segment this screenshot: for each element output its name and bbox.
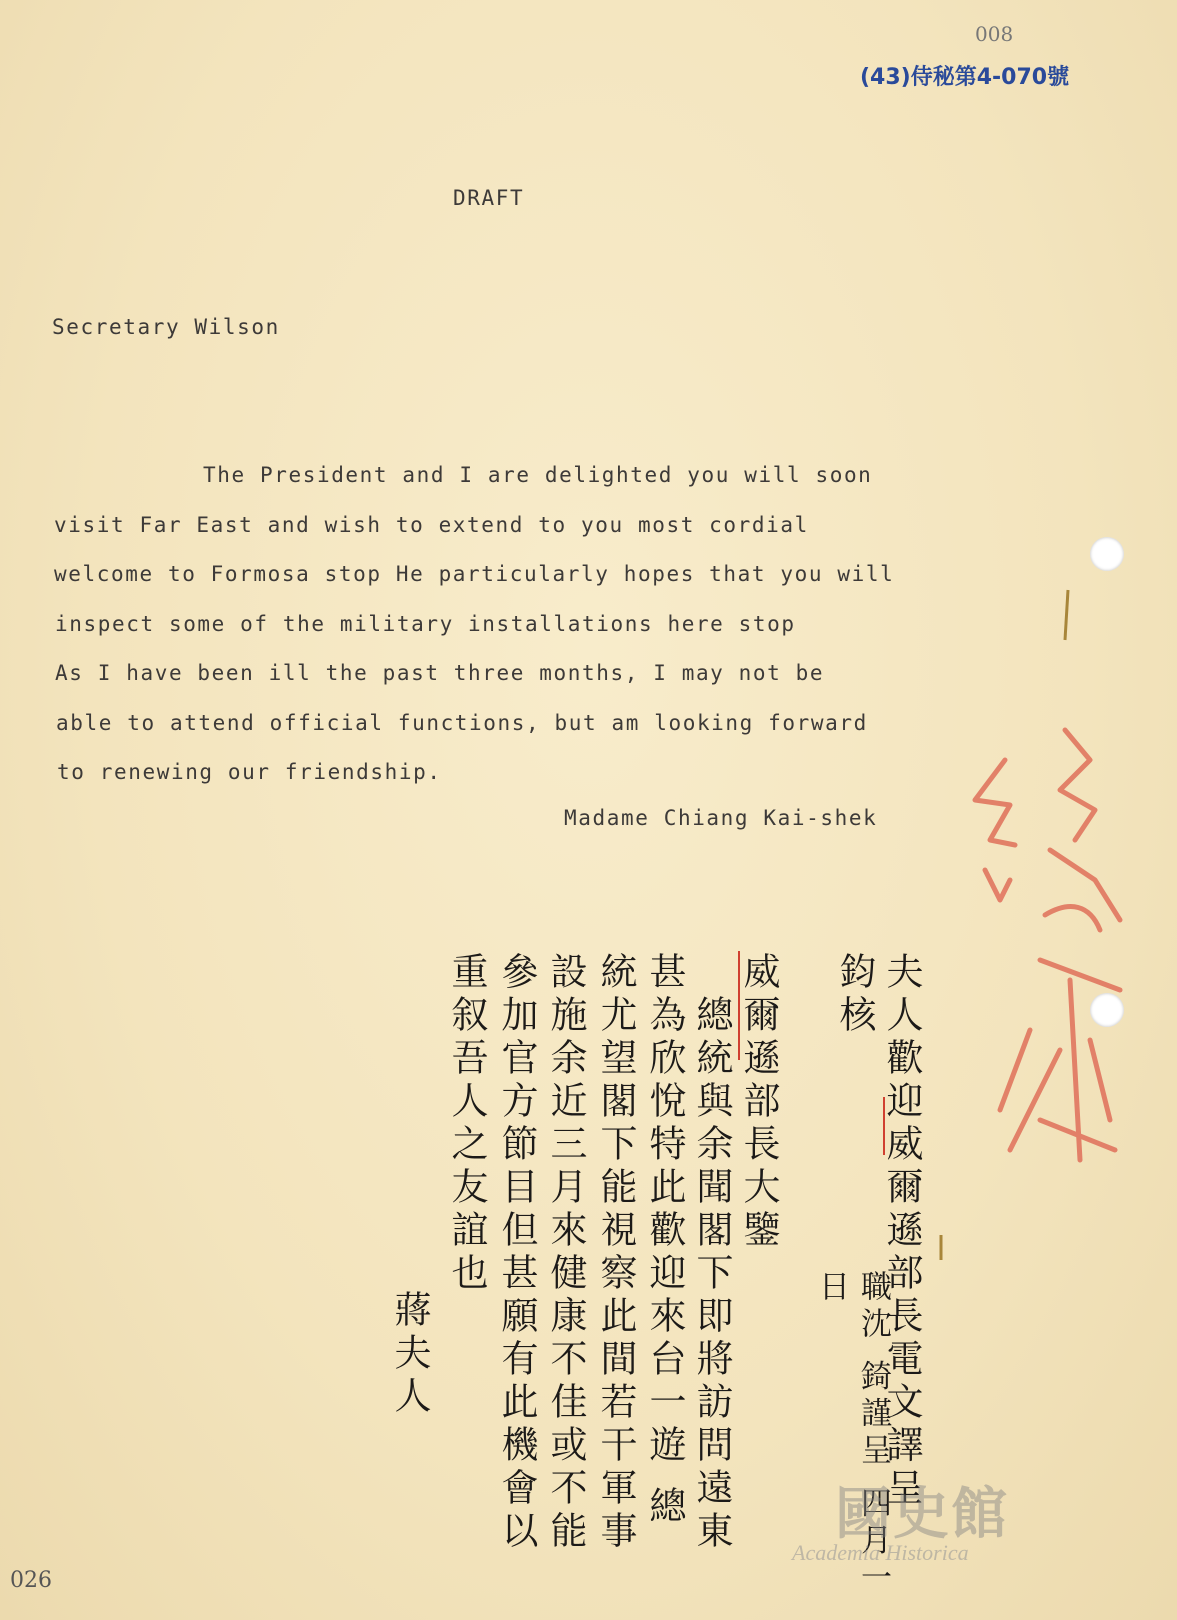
salutation: Secretary Wilson (52, 315, 280, 339)
file-number-stamp: (43)侍秘第4-070號 (860, 65, 1070, 90)
letter-line: to renewing our friendship. (57, 760, 442, 784)
chinese-column: 總統與余聞閣下即將訪問遠東 (690, 995, 733, 1554)
chinese-column: 參加官方節目但甚願有此機會以 (495, 952, 538, 1554)
watermark-logo-text: 國史館 (835, 1481, 1009, 1547)
letter-line: The President and I are delighted you will soon (203, 463, 873, 487)
chinese-column: 夫人歡迎威爾遜部長電文譯呈 (880, 952, 923, 1511)
letter-line: welcome to Formosa stop He particularly hopes that you will (54, 562, 895, 586)
chinese-column: 甚為欣悅特此歡迎來台一遊 總 (643, 952, 686, 1529)
page-number-top: 008 (975, 22, 1014, 46)
punch-hole-top (1090, 537, 1124, 571)
letter-line: visit Far East and wish to extend to you most cordial (54, 513, 809, 537)
chinese-column: 職沈 錡謹呈 四月一日 (813, 1270, 891, 1598)
chinese-column: 重叙吾人之友誼也 (445, 952, 488, 1296)
watermark-text: Academia Historica (792, 1540, 969, 1565)
letter-line: inspect some of the military installations here stop (55, 612, 796, 636)
page-number-bottom: 026 (10, 1568, 52, 1593)
chinese-column: 蔣夫人 (388, 1290, 431, 1419)
signature: Madame Chiang Kai-shek (564, 806, 878, 830)
letter-line: As I have been ill the past three months, I may not be (55, 661, 825, 685)
letter-line: able to attend official functions, but am looking forward (56, 711, 868, 735)
chinese-column: 設施余近三月來健康不佳或不能 (544, 952, 587, 1554)
draft-title: DRAFT (453, 186, 525, 210)
punch-hole-bottom (1090, 993, 1124, 1027)
chinese-column: 鈞核 (833, 952, 876, 1038)
chinese-column: 統尤望閣下能視察此間若干軍事 (594, 952, 637, 1554)
chinese-column: 威爾遜部長大鑒 (737, 952, 780, 1253)
